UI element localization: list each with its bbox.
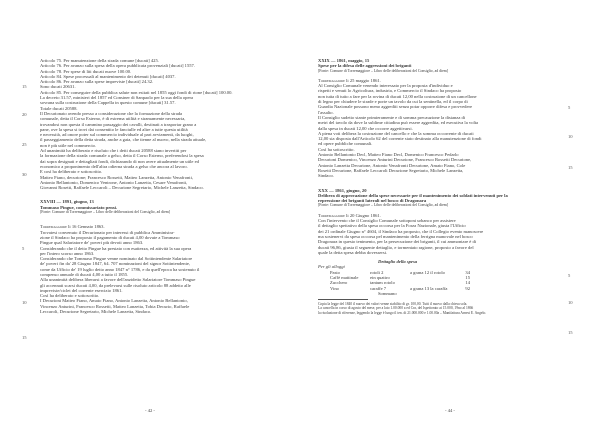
margin-line-number: 10 [568,300,573,305]
text-line: comunale, detta il Corso Esterno, è di estrema utilità e stramamente necessaria, [40,116,186,122]
dropcap-place: Torremaggiore [40,224,67,230]
text-line: I Decurioni Matteo Fiano, Amato Fiano, Antonio Lanzetta, Antonio Bellantonio, [40,298,188,304]
text-line: Ad unanimità ha deliberato e risoluto che i detti ducati 20588 siano invertiti per [40,148,187,154]
dropcap-date: li 16 Gennaio 1863. [66,224,105,230]
text-line: Antonio Bellantonio, Domenico Ventrone, Antonio Lanzetta, Cesare Venafronti, [40,179,188,185]
text-line: Il Consiglio sudetto stante primieramente e di somma precauzione la distanza di [318,114,466,120]
text-line: Giovanni Rosetti, Raffaele Leccaroli – Decurione Segretario, Michele Lanzetta, Sindaco. [40,185,204,191]
right-page [300,0,600,424]
text-line: Antonio Lanzetta Decurione, Antonio Venafronti Decurione, Amato Fiano, Cole [318,162,466,168]
table-cell: 92 [465,285,470,291]
text-line: quale la detta spesa debba dovessersi. [318,249,388,255]
table-cell: Pasto [330,269,340,275]
text-line: l'assalto. [318,109,334,115]
text-line: Pingue qual Salariatore de' poveri più devoti anno 1863. [40,240,144,246]
expense-table [330,270,470,291]
doc2-dated-opening: Torremaggiore li 20 Giugno 1861. [318,212,381,218]
text-line: pane, ove la spesa si trovi dai consentito le fanciulle ed altre a tutte questa utilità [40,126,188,132]
text-line: E così ha deliberato e sottoscritto. [40,169,103,175]
text-line: Sono ducati 20631. [40,84,76,90]
text-line: XXVIII — 1891, giugno, 13 [40,199,94,205]
text-line: economico a proponimento dell'altra odierna strada a gelso che ancora al lavoro. [40,163,188,169]
margin-line-number: 5 [568,273,571,278]
table-cell: Vino [330,285,339,291]
table-cell: a grana 12 il rotolo [410,269,445,275]
text-line: Totale ducati 20588. [40,105,78,111]
text-line: Dragonara in questo tenimento, per la persecuzione dei briganti, il cui ammontare è di [318,239,477,245]
document-source: [Fonte: Comune di Torremaggiore – Libro delle deliberazioni del Consiglio, ad diem] [40,210,170,215]
text-line: compenso annuale di ducati 4,00 a tutto il 1855. [40,271,129,277]
left-text-column [40,58,280,314]
table-cell: 34 [465,269,470,275]
text-line: 12,00 sia disposta dall'Articolo 62 del corrente stato destinato alla manutenzione di fondi [318,136,482,142]
doc1-dated-opening: Torremaggiore li 25 maggio 1861. [318,77,381,83]
text-line: trovandosi non questa il cammino passaggio dei cavalli, destinati a trasportar grano a [40,121,197,127]
text-line: Delibera di approvazione della spese necessarie per il mantenimento dei soldati intervenuti per la [318,192,508,198]
text-line: Vincenzo Anturini, Francesco Rossetti, Matteo Lanzetta, Tobia Decurio, Raffaele [40,303,190,309]
text-line: zione il Sindaco ha proposto il pagamento di ducati 4,00 dovute a Tommaso [40,234,180,240]
text-line: dalla spesa in ducati 12,00 che occorre aggettivarsi. [318,125,413,131]
text-line: Articolo 78. Per spese di liti ducati nuove 100.00. [40,68,132,74]
doc1-source: [Fonte: Comune di Torremaggiore – Libro delle deliberazioni del Consiglio, ad diem] [318,68,448,73]
margin-line-number: 10 [22,300,27,305]
margin-line-number: 5 [22,246,25,251]
text-line: Sindaco. [318,173,334,179]
doc1-heading [318,58,563,69]
doc2-source: [Fonte: Comune di Torremaggiore – Libro delle deliberazioni del Consiglio, ad diem] [318,203,448,208]
table-subtitle: Per gli alloggi [318,264,345,270]
text-line: repressione dei briganti laterali nel bosco di Dragonara [318,198,427,204]
text-line: La decreto 31.57, ministeri del 1857 ed Consiner di Sanpaolo per la sua della opera [40,95,194,101]
margin-line-number: 15 [568,330,573,335]
text-line: Matteo Fiano, decurione; Francesco Rossetti, Matteo Lanzetta, Antonio Venafronti, [40,174,194,180]
text-line: Considerando che il detto Pingue ha prestato con esattezza, ed attività la sua opera [40,245,192,251]
text-line: Con l'intervento che il Consiglio Comunale sottoponi urbanco per assistere [318,218,456,224]
text-line: Tommaso Pingue, commissariato pensi. [40,204,118,210]
text-line: Al Consiglio Comunale venendo interessato per la proposta d'individuo e [318,83,453,89]
text-line: Considerando che Tommaso Pingue venne nominato dal Sottintendente Salariatore [40,256,193,262]
text-line: Leccaroli, Decurione Segretario, Michele Lanzetta, Sindaco. [40,309,152,315]
text-line: sovrana sulla costruzione della Cappella in questo comune [ducati] 31.57. [40,100,176,106]
text-line: rispetti e venuti lo Agricoltura, industria, e Commercio il Sindaco ha proposto [318,88,462,94]
para-pingue [40,230,280,315]
text-line: e necessità, ad onore poter sul commercio individuale al pari avviamenti, da luoghi, [40,132,194,138]
text-line: non è più utile nel commercio. [40,142,97,148]
right-text-column [318,58,563,315]
table-cell: 15 [465,274,470,280]
text-line: ducati 96,86, giusta il seguente dettaglio, e tormentato ragione, proposto a favore del [318,244,474,250]
text-line: Articolo 75. Per manutenzione della strada comune [ducati] 425. [40,58,159,63]
text-line: Articolo 84. Spese procesuali al mantenimento dei detenuti [ducati] 4037. [40,73,176,79]
table-cell: 14 [465,280,470,286]
table-cell: caraffe 7 [370,285,387,291]
para-strada [40,95,280,190]
text-line: come da Ufficio de' 19 luglio detto anno 1847 n° 1786, e da quell'epoca ha sostenuto il [40,266,200,272]
text-line: Antonio Bellantonio Decl, Matteo Fiano Decl, Domenico Francesco Pedarlo [318,152,459,158]
doc2-heading [318,188,563,204]
table-cell: Caffè mattinale [330,274,359,280]
text-line: di legno per chiudere le strade e porte un tavolo da cui la sentinella, ed il corpo di [318,99,468,105]
text-line: Articolo 86. Per avanzo sulla spese impreviste [ducati] 24.32. [40,79,154,85]
margin-line-number: 15 [568,165,573,170]
table-cell: a grana 13 la caraffa [410,285,448,291]
text-line: la formazione della strada comunale a gelso, detta il Corso Esterno, preferendosi la spesa [40,153,204,159]
document-heading [40,199,280,210]
doc2-body [318,218,563,255]
text-line: XXIX — 1861, maggio, 15 [318,58,370,63]
page-number-left: - 42 - [145,408,155,413]
margin-line-number: 20 [22,112,27,117]
text-line: gli accennati scarsi ducati 4,00, da prelevarsi sulle risoluto articolo 88 addetto alle [40,282,191,288]
text-line: Copia la legge del 1840 il nuovo dei valori venne stabilito di gr. 100,00. Tutti il nuovo dalla chiesa sola. [318,302,468,307]
text-line: Articolo 85. Per conseguire della pubblica salute non esitati nel 1855 oggi fondi di rione [ducati] 100.00. [40,89,233,95]
text-line: la risoluzione di riferenze, leggendo la legge è lungo il ten. di 21.000.000 e 1.00.00a – Manifattura Arnesi E. Angelo. [318,310,487,315]
table-cell: rotoli 2 [370,269,384,275]
margin-line-number: 25 [22,142,27,147]
text-line: Il Decurionato avendo presso a considerazione che la formazione della strada [40,110,183,116]
margin-line-number: 10 [568,134,573,139]
text-line: Spese per la difesa delle aggressioni dei briganti [318,63,412,69]
text-line: impreviste/ciclet del corrente esercizio 1861. [40,287,123,293]
margin-line-number: 5 [568,105,571,110]
text-line: Decurioni Domenico, Vincenzo Anturini Decurione, Francesco Rossetti Decurione, [318,157,472,163]
text-line: XXX — 1861, giugno, 20 [318,187,367,193]
margin-line-number: 15 [22,84,27,89]
text-line: dei 21 ordinale Giugno n° 4604, il Sindaco ha proposto, che il Collegio evento manoscere [318,228,484,234]
footnote-rule [318,299,368,300]
table-cell: tantum rotolo [370,280,395,286]
items-top [40,58,280,95]
table-total-label: Sommano [378,290,397,296]
text-line: per l'intero scorso anno 1863. [40,250,95,256]
text-line: ma sostenervi da spesa occorsa pel mantenimento della ferrigna manovale nel bosco [318,233,473,239]
text-line: Guardia Nazionale possono meno aggrediti senza potar opporre difesa e provvedere [318,104,473,110]
margin-line-number: 15 [22,335,27,340]
table-cell: ein quattro [370,274,390,280]
doc1-body [318,83,563,178]
text-line: ed opere pubbliche comunali. [318,141,373,147]
text-line: La cancella in corso di agosto del mese, per a lato 1.00.000 a ed Cra, del Ispettorato ai 15.000, 19no al 1866 [318,306,474,311]
text-line: de' poveri fin da' 28 Giugno 1847, 64. 707 nominazioni del signor Sottintendente, [40,261,191,267]
text-line: Articolo 76. Per avanzo sulla spesa della opera pubblicata provenziali [ducati] 1557. [40,63,195,69]
table-cell: Zucchero [330,280,348,286]
table-title: Dettaglio della spesa [378,259,418,265]
text-line: Così ha sottoscritto. [318,146,355,152]
text-line: Rosetti Decurione, Raffaele Leccaroli Decurione Segretario, Michele Lanzetta, [318,167,464,173]
page-number-right: - 44 - [445,408,455,413]
footnotes [318,302,563,315]
text-line: Trovatesi convenuto il Decurionato per interessi di pubblica Amministra- [40,229,175,235]
text-line: dai sopra designati e dettagliati fondi, dichiarando di non avere attualmente un utile ed [40,158,199,164]
margin-line-number: 30 [22,172,27,177]
text-line: metri del tavolo da dove la sublime cittadina può essere aggredita, ed esecutiva la volta [318,120,479,126]
text-line: Così ha deliberato e sottoscritto. [40,293,100,299]
text-line: non tutta di tutto a fare per la rovina di ducati 12,00 nella costruzione di un cancellone [318,93,477,99]
text-line: Alla unanimità delibera liberarsi a favore dell'anzidetto Salariatore Tommaso Pingue [40,277,196,283]
text-line: A piena voti delibera la costruzione del cancello e che la somma occorrente di ducati [318,130,474,136]
text-line: il dettaglio spettativo della spesa occorsa per la Forza Nazionale, giusta l'Ufficio [318,223,466,229]
text-line: il passeggiamento della detta strada, anche a gaia, che tienne al nuovo, nella strada attuale, [40,137,207,143]
